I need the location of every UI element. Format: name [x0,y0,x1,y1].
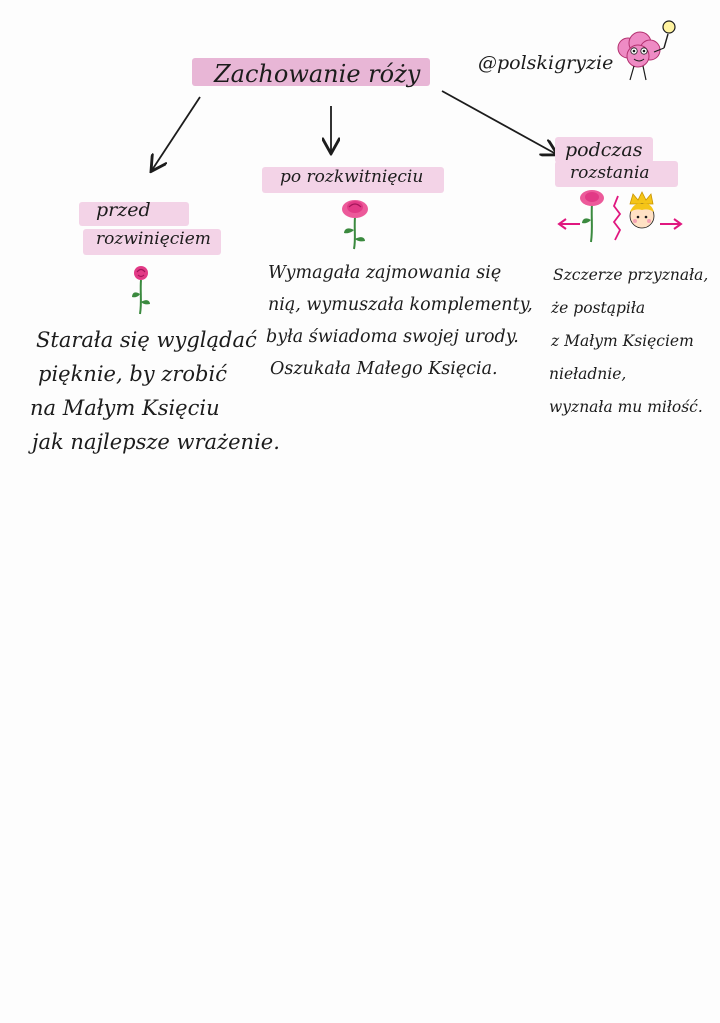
parting-illustration [556,188,684,246]
branch-text-przed [30,323,278,459]
text-line: nieładnie, [549,365,627,383]
text-line: była świadoma swojej urody. [266,327,519,347]
branch-text-podczas [549,259,709,424]
text-line: nią, wymuszała komplementy, [268,295,533,315]
branch-text-po [266,257,531,385]
text-line: Oszukała Małego Księcia. [270,359,498,379]
branch-label-przed-line2: rozwinięciem [96,229,211,249]
branch-label-podczas-line1: podczas [565,139,643,161]
page-title: Zachowanie róży [214,60,421,88]
text-line: Wymagała zajmowania się [268,263,502,283]
text-line: na Małym Księciu [30,396,220,420]
arrow-to-przed [152,97,200,170]
rose-icon [338,197,372,251]
text-line: że postąpiła [551,299,646,317]
text-line: Szczerze przyznała, [553,266,709,284]
rose-icon [128,264,154,316]
text-line: Starała się wyglądać [36,328,257,352]
branch-label-po: po rozkwitnięciu [280,167,424,187]
brain-mascot-icon [610,18,682,84]
little-prince-icon [630,192,654,228]
text-line: wyznała mu miłość. [549,398,703,416]
author-handle: @polskigryzie [478,52,614,74]
text-line: pięknie, by zrobić [38,362,227,386]
arrow-to-podczas [442,91,556,154]
rose-icon [580,190,604,242]
branch-label-przed-line1: przed [96,199,151,221]
text-line: z Małym Księciem [551,332,694,350]
text-line: jak najlepsze wrażenie. [32,430,280,454]
branch-label-podczas-line2: rozstania [570,163,650,183]
